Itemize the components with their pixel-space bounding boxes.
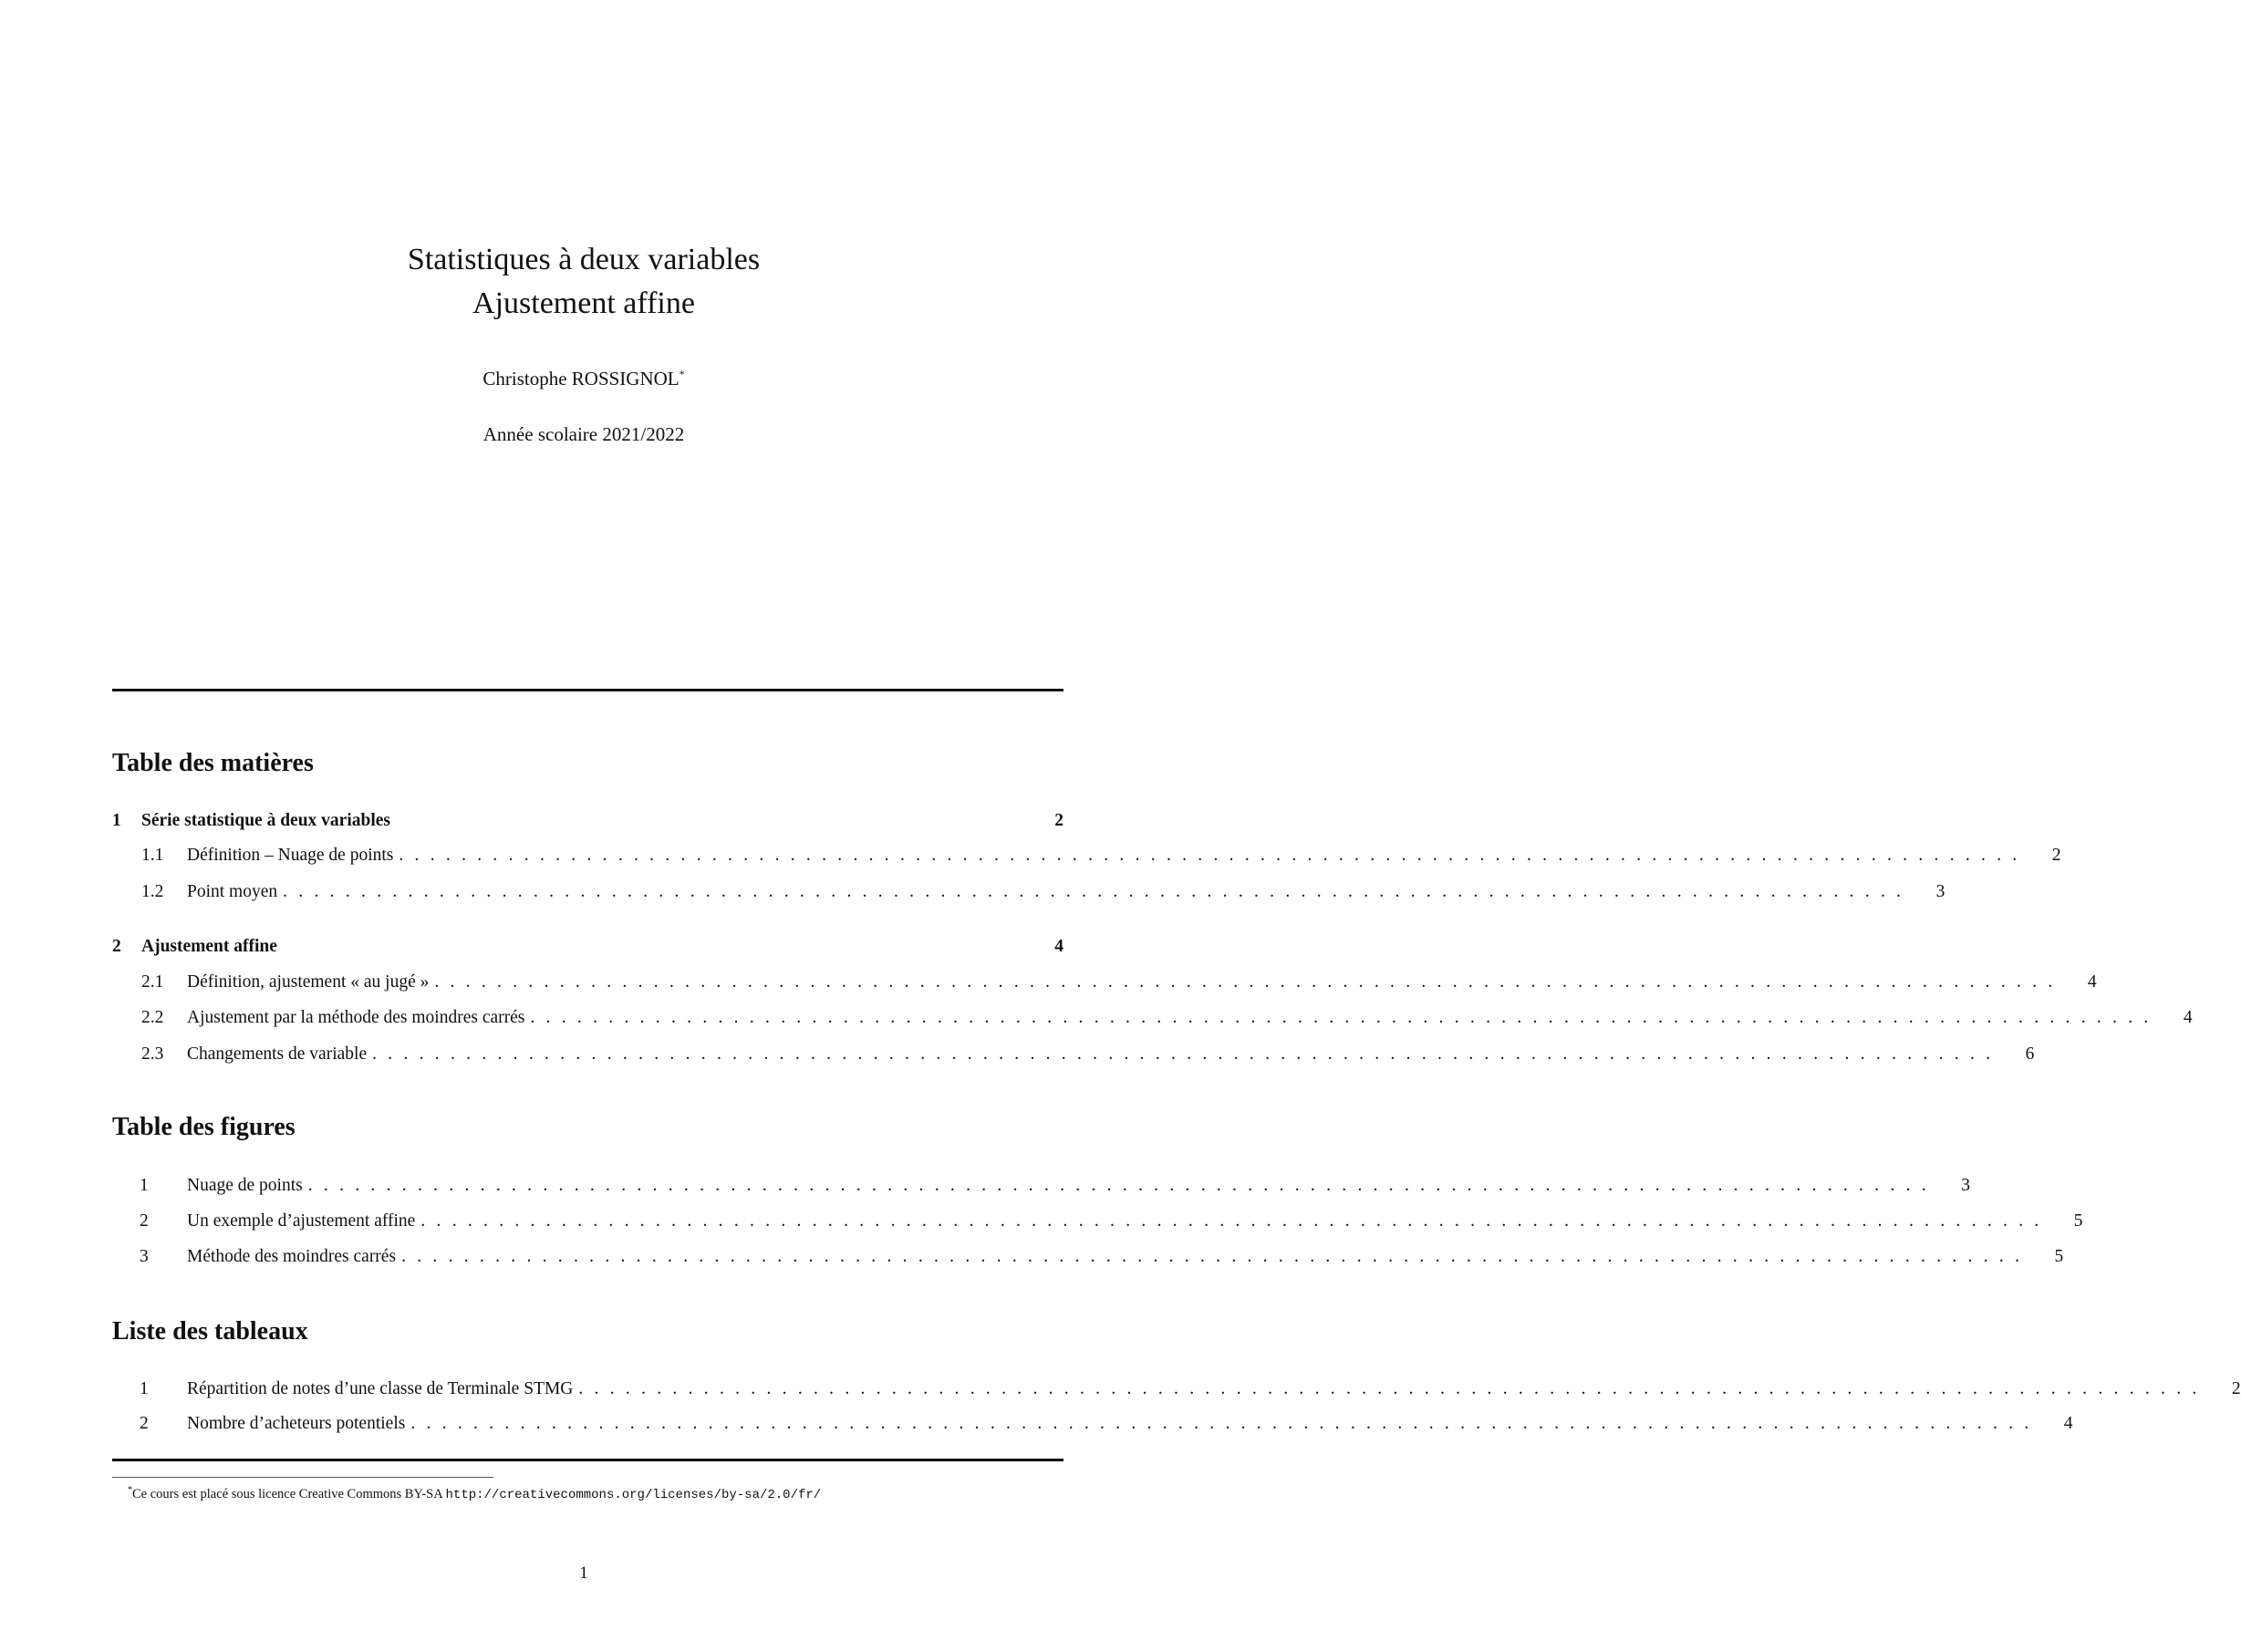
lof-number: 1 bbox=[140, 1176, 149, 1195]
toc-number: 2.3 bbox=[141, 1044, 164, 1064]
toc-subsection[interactable] bbox=[112, 846, 2061, 866]
footnote-mark: * bbox=[679, 368, 685, 380]
toc-page: 6 bbox=[2025, 1044, 2035, 1064]
toc-page: 2 bbox=[2051, 846, 2061, 865]
toc-subsection[interactable] bbox=[112, 1008, 2193, 1028]
toc-section[interactable] bbox=[112, 811, 1063, 831]
dot-leader: ........................................................................................................ bbox=[307, 1176, 1937, 1195]
lof-item[interactable] bbox=[112, 1211, 2083, 1231]
lot-number: 2 bbox=[140, 1414, 149, 1433]
footnote-text: Ce cours est placé sous licence Creative Commons BY-SA bbox=[132, 1486, 446, 1501]
toc-number: 2.2 bbox=[141, 1008, 164, 1027]
lot-page: 2 bbox=[2231, 1379, 2241, 1398]
toc-page: 4 bbox=[2087, 972, 2097, 992]
toc-number: 1 bbox=[112, 811, 121, 830]
footnote-rule bbox=[112, 1477, 493, 1478]
toc-subsection[interactable] bbox=[112, 972, 2097, 992]
dot-leader: ........................................................................................................ bbox=[434, 972, 2064, 992]
lof-label: Un exemple d’ajustement affine bbox=[187, 1211, 416, 1231]
footnote bbox=[128, 1482, 821, 1503]
toc-label: Point moyen bbox=[187, 882, 278, 901]
toc-subsection[interactable] bbox=[112, 882, 1945, 902]
toc-page: 3 bbox=[1935, 882, 1945, 901]
dot-leader: ........................................................................................................ bbox=[283, 882, 1913, 901]
dot-leader: ........................................................................................................ bbox=[420, 1211, 2050, 1231]
lof-page: 3 bbox=[1961, 1176, 1970, 1195]
document-title: Statistiques à deux variables bbox=[407, 243, 761, 276]
lof-label: Méthode des moindres carrés bbox=[187, 1247, 397, 1266]
footnote-mark: * bbox=[128, 1485, 132, 1495]
lof-page: 5 bbox=[2054, 1247, 2064, 1266]
lof-heading: Table des figures bbox=[112, 1113, 296, 1141]
lot-item[interactable] bbox=[112, 1414, 2073, 1434]
license-link[interactable]: http://creativecommons.org/licenses/by-sa/2.0/fr/ bbox=[445, 1487, 822, 1502]
lof-item[interactable] bbox=[112, 1176, 1970, 1196]
lot-label: Répartition de notes d’une classe de Terminale STMG bbox=[187, 1379, 574, 1398]
toc-subsection[interactable] bbox=[112, 1044, 2035, 1065]
toc-page: 4 bbox=[2183, 1008, 2193, 1027]
toc-label: Ajustement affine bbox=[141, 937, 277, 956]
document-subtitle: Ajustement affine bbox=[472, 286, 695, 320]
toc-label: Définition, ajustement « au jugé » bbox=[187, 972, 430, 992]
toc-section[interactable] bbox=[112, 937, 1063, 957]
top-rule bbox=[112, 689, 1063, 691]
lot-label: Nombre d’acheteurs potentiels bbox=[187, 1414, 406, 1433]
author-name: Christophe ROSSIGNOL bbox=[482, 368, 680, 390]
lot-heading: Liste des tableaux bbox=[112, 1317, 308, 1345]
dot-leader: ........................................................................................................ bbox=[530, 1008, 2160, 1027]
dot-leader: ........................................................................................................ bbox=[410, 1414, 2040, 1433]
author bbox=[0, 365, 1167, 389]
toc-number: 1.2 bbox=[141, 882, 164, 901]
lof-label: Nuage de points bbox=[187, 1176, 303, 1195]
toc-number: 1.1 bbox=[141, 846, 164, 865]
toc-label: Changements de variable bbox=[187, 1044, 368, 1064]
toc-label: Définition – Nuage de points bbox=[187, 846, 394, 865]
lof-page: 5 bbox=[2073, 1211, 2083, 1231]
toc-label: Série statistique à deux variables bbox=[141, 811, 390, 830]
lof-item[interactable] bbox=[112, 1247, 2064, 1267]
dot-leader: ........................................................................................................ bbox=[399, 846, 2028, 865]
dot-leader: ........................................................................................................ bbox=[401, 1247, 2031, 1266]
lot-item[interactable] bbox=[112, 1379, 2241, 1399]
bottom-rule bbox=[112, 1459, 1063, 1461]
lof-number: 2 bbox=[140, 1211, 149, 1231]
lof-number: 3 bbox=[140, 1247, 149, 1266]
toc-number: 2.1 bbox=[141, 972, 164, 992]
toc-page: 4 bbox=[1054, 937, 1063, 956]
school-year: Année scolaire 2021/2022 bbox=[482, 423, 685, 445]
lot-page: 4 bbox=[2063, 1414, 2073, 1433]
toc-page: 2 bbox=[1054, 811, 1063, 830]
toc-label: Ajustement par la méthode des moindres carrés bbox=[187, 1008, 525, 1027]
page-number: 1 bbox=[579, 1564, 588, 1583]
dot-leader: ........................................................................................................ bbox=[578, 1379, 2208, 1398]
dot-leader: ........................................................................................................ bbox=[372, 1044, 2002, 1064]
lot-number: 1 bbox=[140, 1379, 149, 1398]
toc-number: 2 bbox=[112, 937, 121, 956]
toc-heading: Table des matières bbox=[112, 749, 314, 777]
